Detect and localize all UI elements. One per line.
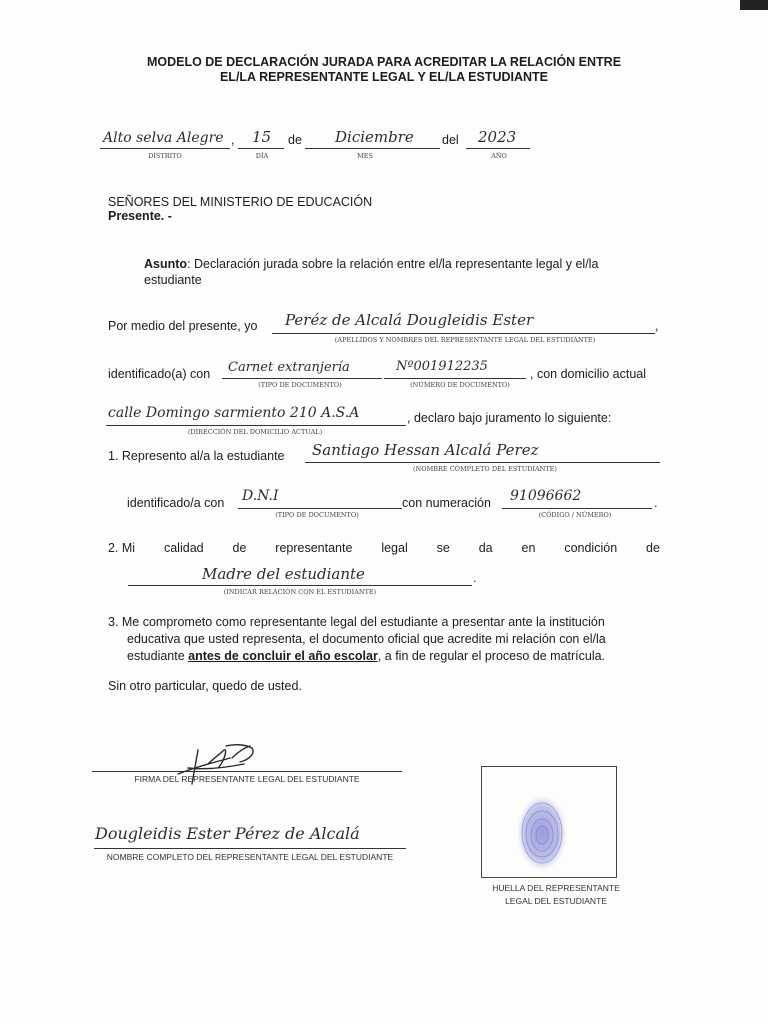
date-de: de <box>288 133 302 147</box>
address-line <box>106 425 406 426</box>
caption-representative-name: (APELLIDOS Y NOMBRES DEL REPRESENTANTE LEGAL DEL ESTUDIANTE) <box>334 336 596 344</box>
addressee-line2: Presente. - <box>108 209 172 223</box>
caption-year: AÑO <box>491 152 507 160</box>
representative-name-line <box>272 333 655 334</box>
item2-line <box>108 541 660 555</box>
item2-word: condición <box>564 541 618 555</box>
closing-text: Sin otro particular, quedo de usted. <box>108 679 302 693</box>
relation-line <box>128 585 472 586</box>
item2-word: se <box>436 541 450 555</box>
student-id-type: D.N.I <box>242 488 279 504</box>
student-name: Santiago Hessan Alcalá Perez <box>312 441 539 459</box>
item3-line1: 3. Me comprometo como representante legal del estudiante a presentar ante la institución <box>108 615 605 629</box>
student-id-number-line <box>502 508 652 509</box>
student-name-line <box>305 462 660 463</box>
date-del: del <box>442 133 459 147</box>
item2-word: calidad <box>163 541 204 555</box>
signature-caption: FIRMA DEL REPRESENTANTE LEGAL DEL ESTUDIANTE <box>134 774 360 784</box>
document-title-line2: EL/LA REPRESENTANTE LEGAL Y EL/LA ESTUDIANTE <box>219 70 549 84</box>
item3-line3-prefix: estudiante <box>127 649 189 663</box>
address-value: calle Domingo sarmiento 210 A.S.A <box>108 405 360 421</box>
month-line <box>305 148 440 149</box>
fingerprint-caption-line1: HUELLA DEL REPRESENTANTE <box>492 883 620 893</box>
addressee-line1: SEÑORES DEL MINISTERIO DE EDUCACIÓN <box>108 195 373 209</box>
caption-month: MES <box>357 152 373 160</box>
date-comma: , <box>231 133 235 147</box>
subject-line2: estudiante <box>144 273 202 287</box>
subject-text: : Declaración jurada sobre la relación entre el/la representante legal y el/la <box>187 257 599 271</box>
caption-student-name: (NOMBRE COMPLETO DEL ESTUDIANTE) <box>413 465 557 473</box>
subject-label: Asunto <box>144 257 188 271</box>
caption-district: DISTRITO <box>148 152 182 160</box>
signature-line <box>92 771 402 772</box>
caption-doc-type: (TIPO DE DOCUMENTO) <box>258 381 342 389</box>
item2-word: da <box>478 541 493 555</box>
full-name-caption: NOMBRE COMPLETO DEL REPRESENTANTE LEGAL DEL ESTUDIANTE <box>106 852 394 862</box>
representative-doc-number: Nº001912235 <box>396 359 488 374</box>
full-name-line <box>94 848 406 849</box>
student-id-number: 91096662 <box>510 488 582 504</box>
item1-prefix: 1. Represento al/a la estudiante <box>108 449 285 463</box>
date-day: 15 <box>252 128 272 146</box>
date-district: Alto selva Alegre <box>103 130 224 146</box>
caption-doc-number: (NÚMERO DE DOCUMENTO) <box>410 381 510 389</box>
item2-word: 2. Mi <box>108 541 136 555</box>
student-id-type-line <box>238 508 402 509</box>
item2-word: legal <box>381 541 408 555</box>
address-suffix: , declaro bajo juramento lo siguiente: <box>407 411 612 425</box>
year-line <box>466 148 530 149</box>
item2-suffix: . <box>473 571 477 585</box>
fingerprint-mark <box>482 767 616 877</box>
item2-word: de <box>232 541 247 555</box>
doc-type-line <box>222 378 382 379</box>
district-line <box>100 148 230 149</box>
identification-prefix: identificado(a) con <box>108 367 211 381</box>
fingerprint-box <box>481 766 617 878</box>
day-line <box>238 148 284 149</box>
fingerprint-caption-line2: LEGAL DEL ESTUDIANTE <box>505 896 607 906</box>
caption-address: (DIRECCIÓN DEL DOMICILIO ACTUAL) <box>187 428 323 436</box>
identification-suffix: , con domicilio actual <box>530 367 647 381</box>
representative-doc-type: Carnet extranjería <box>228 360 350 375</box>
doc-number-line <box>384 378 526 379</box>
representative-name: Peréz de Alcalá Dougleidis Ester <box>285 311 534 329</box>
item2-word: en <box>521 541 536 555</box>
item3-emphasis: antes de concluir el año escolar <box>188 649 378 663</box>
caption-day: DÍA <box>255 152 269 160</box>
document-title-line1: MODELO DE DECLARACIÓN JURADA PARA ACREDITAR LA RELACIÓN ENTRE <box>146 55 622 69</box>
item3-line2: educativa que usted representa, el documento oficial que acredite mi relación con el/la <box>127 632 606 646</box>
item1-id-middle: con numeración <box>402 496 491 510</box>
item1-id-suffix: . <box>654 496 658 510</box>
item2-word: de <box>646 541 660 555</box>
caption-student-id-number: (CÓDIGO / NÚMERO) <box>538 511 612 519</box>
scan-edge-mark <box>740 0 768 10</box>
date-year: 2023 <box>478 128 517 146</box>
relation-value: Madre del estudiante <box>202 565 365 583</box>
intro-prefix: Por medio del presente, yo <box>108 319 258 333</box>
item2-word: representante <box>275 541 353 555</box>
intro-comma: , <box>655 319 659 333</box>
item1-id-prefix: identificado/a con <box>127 496 225 510</box>
caption-relation: (INDICAR RELACIÓN CON EL ESTUDIANTE) <box>223 588 377 596</box>
date-month: Diciembre <box>335 128 414 146</box>
representative-full-name-hand: Dougleidis Ester Pérez de Alcalá <box>95 824 360 843</box>
caption-student-id-type: (TIPO DE DOCUMENTO) <box>275 511 359 519</box>
subject-line1 <box>144 257 598 271</box>
item3-line3-suffix: , a fin de regular el proceso de matrícula. <box>377 649 606 663</box>
item3-line3 <box>127 648 605 665</box>
